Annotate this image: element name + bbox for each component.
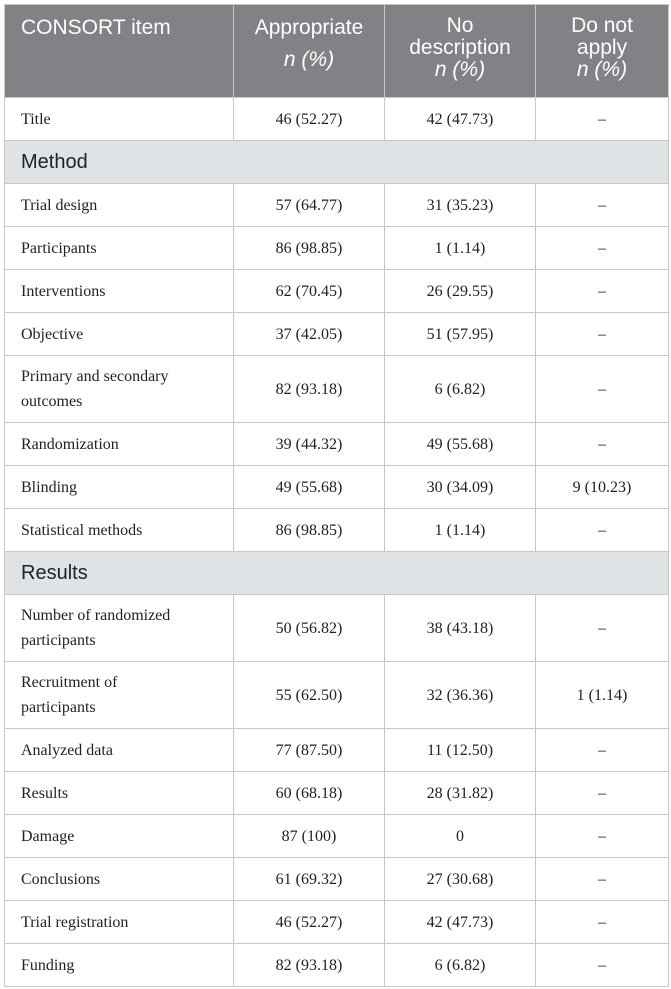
do-not-apply-cell: 1 (1.14) <box>536 662 669 729</box>
header-do-not-apply: Do not apply n (%) <box>536 5 669 98</box>
table-row <box>5 815 669 858</box>
no-description-cell: 42 (47.73) <box>385 98 536 141</box>
do-not-apply-cell: – <box>536 944 669 987</box>
item-cell: Trial design <box>5 184 234 227</box>
section-row-method <box>5 141 669 184</box>
appropriate-cell: 62 (70.45) <box>234 270 385 313</box>
table-row <box>5 313 669 356</box>
do-not-apply-cell: – <box>536 901 669 944</box>
appropriate-cell: 60 (68.18) <box>234 772 385 815</box>
item-cell: Title <box>5 98 234 141</box>
table-row <box>5 356 669 423</box>
table-row <box>5 423 669 466</box>
appropriate-cell: 46 (52.27) <box>234 98 385 141</box>
no-description-cell: 6 (6.82) <box>385 356 536 423</box>
no-description-cell: 30 (34.09) <box>385 466 536 509</box>
appropriate-cell: 82 (93.18) <box>234 356 385 423</box>
appropriate-cell: 61 (69.32) <box>234 858 385 901</box>
do-not-apply-cell: – <box>536 227 669 270</box>
do-not-apply-cell: – <box>536 815 669 858</box>
item-cell: Trial registration <box>5 901 234 944</box>
table-row <box>5 662 669 729</box>
item-line1: Number of randomized <box>21 607 171 624</box>
table-row <box>5 901 669 944</box>
no-description-cell: 1 (1.14) <box>385 227 536 270</box>
no-description-cell: 32 (36.36) <box>385 662 536 729</box>
no-description-cell: 49 (55.68) <box>385 423 536 466</box>
no-description-cell: 28 (31.82) <box>385 772 536 815</box>
no-description-cell: 27 (30.68) <box>385 858 536 901</box>
do-not-apply-cell: – <box>536 313 669 356</box>
appropriate-cell: 57 (64.77) <box>234 184 385 227</box>
appropriate-cell: 50 (56.82) <box>234 595 385 662</box>
no-description-cell: 31 (35.23) <box>385 184 536 227</box>
appropriate-cell: 77 (87.50) <box>234 729 385 772</box>
table-row <box>5 858 669 901</box>
item-cell <box>5 662 234 729</box>
no-description-cell: 1 (1.14) <box>385 509 536 552</box>
consort-table <box>4 4 669 987</box>
no-description-cell: 26 (29.55) <box>385 270 536 313</box>
item-cell: Results <box>5 772 234 815</box>
no-description-cell: 0 <box>385 815 536 858</box>
item-cell: Funding <box>5 944 234 987</box>
table-row <box>5 98 669 141</box>
do-not-apply-cell: – <box>536 98 669 141</box>
do-not-apply-cell: – <box>536 270 669 313</box>
no-description-cell: 51 (57.95) <box>385 313 536 356</box>
item-cell: Interventions <box>5 270 234 313</box>
table-row <box>5 944 669 987</box>
item-cell: Randomization <box>5 423 234 466</box>
no-description-cell: 6 (6.82) <box>385 944 536 987</box>
no-description-cell: 38 (43.18) <box>385 595 536 662</box>
table-row <box>5 270 669 313</box>
header-row <box>5 5 669 98</box>
do-not-apply-cell: 9 (10.23) <box>536 466 669 509</box>
item-cell <box>5 356 234 423</box>
table-row <box>5 595 669 662</box>
header-no-description: No description n (%) <box>385 5 536 98</box>
header-appropriate: Appropriate n (%) <box>234 5 385 98</box>
item-line2: outcomes <box>21 393 83 410</box>
section-label: Method <box>5 141 669 184</box>
table-row <box>5 466 669 509</box>
do-not-apply-cell: – <box>536 356 669 423</box>
appropriate-cell: 39 (44.32) <box>234 423 385 466</box>
item-cell: Statistical methods <box>5 509 234 552</box>
no-description-cell: 42 (47.73) <box>385 901 536 944</box>
appropriate-cell: 86 (98.85) <box>234 227 385 270</box>
do-not-apply-cell: – <box>536 772 669 815</box>
item-cell: Blinding <box>5 466 234 509</box>
appropriate-cell: 46 (52.27) <box>234 901 385 944</box>
appropriate-cell: 87 (100) <box>234 815 385 858</box>
item-cell: Analyzed data <box>5 729 234 772</box>
section-row-results <box>5 552 669 595</box>
appropriate-cell: 49 (55.68) <box>234 466 385 509</box>
header-consort-item: CONSORT item <box>5 5 234 98</box>
do-not-apply-cell: – <box>536 184 669 227</box>
table-row <box>5 729 669 772</box>
appropriate-cell: 86 (98.85) <box>234 509 385 552</box>
item-cell: Objective <box>5 313 234 356</box>
item-line1: Recruitment of <box>21 674 118 691</box>
table-row <box>5 227 669 270</box>
item-line1: Primary and secondary <box>21 368 169 385</box>
appropriate-cell: 37 (42.05) <box>234 313 385 356</box>
appropriate-cell: 82 (93.18) <box>234 944 385 987</box>
section-label: Results <box>5 552 669 595</box>
item-cell: Conclusions <box>5 858 234 901</box>
do-not-apply-cell: – <box>536 729 669 772</box>
appropriate-cell: 55 (62.50) <box>234 662 385 729</box>
do-not-apply-cell: – <box>536 509 669 552</box>
item-cell <box>5 595 234 662</box>
item-line2: participants <box>21 699 96 716</box>
item-line2: participants <box>21 632 96 649</box>
item-cell: Damage <box>5 815 234 858</box>
item-cell: Participants <box>5 227 234 270</box>
do-not-apply-cell: – <box>536 423 669 466</box>
table-row <box>5 509 669 552</box>
table-row <box>5 184 669 227</box>
table-row <box>5 772 669 815</box>
no-description-cell: 11 (12.50) <box>385 729 536 772</box>
do-not-apply-cell: – <box>536 858 669 901</box>
do-not-apply-cell: – <box>536 595 669 662</box>
